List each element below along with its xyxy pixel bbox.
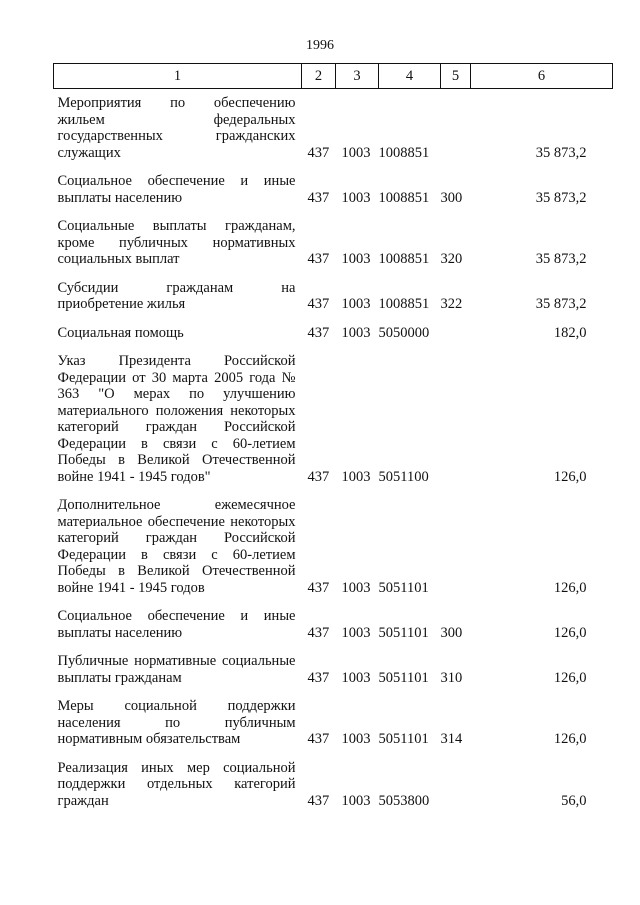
row-code-4: 1008851 xyxy=(378,251,430,267)
row-amount: 126,0 xyxy=(553,624,587,641)
row-code-2: 437 xyxy=(307,731,330,747)
header-col-1: 1 xyxy=(54,64,302,89)
table-row xyxy=(54,698,613,748)
row-code-3: 1003 xyxy=(341,251,371,267)
row-spacer-cell xyxy=(54,341,613,353)
row-code-5: 300 xyxy=(440,189,463,206)
table-row xyxy=(54,95,613,161)
row-code-4: 1008851 xyxy=(378,296,430,312)
table-row xyxy=(54,280,613,313)
row-name: Меры социальной поддержки населения по публичным нормативным обязательствам xyxy=(57,698,296,747)
row-code-2: 437 xyxy=(307,296,330,312)
header-row xyxy=(54,64,613,89)
row-code-5: 300 xyxy=(440,624,463,641)
row-amount: 182,0 xyxy=(553,324,587,341)
row-code-2: 437 xyxy=(307,324,330,341)
header-col-5: 5 xyxy=(441,64,471,89)
row-amount: 126,0 xyxy=(553,468,587,485)
table-row xyxy=(54,353,613,485)
row-spacer xyxy=(54,596,613,608)
row-code-4: 1008851 xyxy=(378,144,430,161)
row-amount: 35 873,2 xyxy=(535,189,587,206)
row-amount: 35 873,2 xyxy=(535,296,587,312)
row-spacer xyxy=(54,206,613,218)
row-code-3: 1003 xyxy=(341,669,371,686)
row-code-5: 314 xyxy=(440,731,463,747)
row-code-3: 1003 xyxy=(341,144,371,161)
row-code-3: 1003 xyxy=(341,792,371,809)
table-row xyxy=(54,173,613,206)
row-amount: 56,0 xyxy=(561,792,587,809)
row-spacer-cell xyxy=(54,596,613,608)
row-spacer-cell xyxy=(54,485,613,497)
row-spacer-cell xyxy=(54,748,613,760)
row-amount: 126,0 xyxy=(553,669,587,686)
row-code-5: 320 xyxy=(440,251,463,267)
row-code-3: 1003 xyxy=(341,624,371,641)
row-amount: 126,0 xyxy=(553,579,587,596)
row-code-4: 5051101 xyxy=(378,731,429,747)
row-amount: 35 873,2 xyxy=(535,251,587,267)
row-amount: 35 873,2 xyxy=(535,144,587,161)
row-code-3: 1003 xyxy=(341,189,371,206)
row-spacer-cell xyxy=(54,641,613,653)
table-row xyxy=(54,653,613,686)
row-name: Публичные нормативные социальные выплаты гражданам xyxy=(57,653,296,686)
row-code-5 xyxy=(441,325,471,342)
row-spacer xyxy=(54,268,613,280)
row-code-4: 5051100 xyxy=(378,468,429,485)
row-spacer-cell xyxy=(54,268,613,280)
row-code-4: 5053800 xyxy=(378,792,430,809)
table-row xyxy=(54,218,613,268)
row-name: Указ Президента Российской Федерации от 30 марта 2005 года № 363 "О мерах по улучшению материального положения некоторых категорий граждан Российской Федерации в связи с 60-летием Победы в Великой Отечественной войне 1941 - 1945 годов" xyxy=(57,353,296,485)
row-amount: 126,0 xyxy=(553,731,587,747)
row-name: Реализация иных мер социальной поддержки отдельных категорий граждан xyxy=(57,759,296,809)
row-code-5: 310 xyxy=(440,669,463,686)
header-col-6: 6 xyxy=(471,64,613,89)
row-code-2: 437 xyxy=(307,624,330,641)
row-spacer-cell xyxy=(54,313,613,325)
table-row xyxy=(54,608,613,641)
row-spacer xyxy=(54,313,613,325)
row-name: Мероприятия по обеспечению жильем федеральных государственных гражданских служащих xyxy=(57,95,296,161)
row-name: Социальные выплаты гражданам, кроме публичных нормативных социальных выплат xyxy=(57,218,296,267)
row-code-3: 1003 xyxy=(341,324,371,341)
row-code-5 xyxy=(441,95,471,161)
row-code-3: 1003 xyxy=(341,579,371,596)
row-code-2: 437 xyxy=(307,189,330,206)
row-code-2: 437 xyxy=(307,251,330,267)
table-row xyxy=(54,325,613,342)
table-row xyxy=(54,497,613,596)
row-spacer xyxy=(54,161,613,173)
row-code-2: 437 xyxy=(307,468,330,485)
row-name: Социальное обеспечение и иные выплаты населению xyxy=(57,608,296,641)
row-name: Субсидии гражданам на приобретение жилья xyxy=(57,279,296,312)
row-name: Социальное обеспечение и иные выплаты населению xyxy=(57,173,296,206)
row-code-2: 437 xyxy=(307,792,330,809)
header-col-4: 4 xyxy=(379,64,441,89)
row-spacer-cell xyxy=(54,206,613,218)
row-code-4: 5050000 xyxy=(378,324,430,341)
row-code-3: 1003 xyxy=(341,468,371,485)
table-header xyxy=(54,64,613,89)
table-body xyxy=(54,89,613,810)
header-col-3: 3 xyxy=(336,64,379,89)
row-name: Социальная помощь xyxy=(57,324,184,341)
row-spacer xyxy=(54,341,613,353)
row-code-5 xyxy=(441,760,471,810)
row-spacer-cell xyxy=(54,161,613,173)
row-code-5: 322 xyxy=(440,296,463,312)
row-code-3: 1003 xyxy=(341,296,371,312)
row-spacer xyxy=(54,686,613,698)
row-code-2: 437 xyxy=(307,579,330,596)
row-spacer xyxy=(54,641,613,653)
budget-table xyxy=(53,63,613,809)
row-name: Дополнительное ежемесячное материальное обеспечение некоторых категорий граждан Российской Федерации в связи с 60-летием Победы в Великой Отечественной войне 1941 - 1945 годов xyxy=(57,497,296,596)
header-col-2: 2 xyxy=(302,64,336,89)
row-spacer xyxy=(54,485,613,497)
page-number: 1996 xyxy=(306,38,334,53)
row-code-5 xyxy=(441,353,471,485)
row-code-2: 437 xyxy=(307,144,330,161)
row-code-3: 1003 xyxy=(341,731,371,747)
row-spacer-cell xyxy=(54,686,613,698)
row-code-4: 5051101 xyxy=(378,669,429,686)
row-code-5 xyxy=(441,497,471,596)
table-row xyxy=(54,760,613,810)
row-code-2: 437 xyxy=(307,669,330,686)
row-code-4: 5051101 xyxy=(378,579,429,596)
row-code-4: 5051101 xyxy=(378,624,429,641)
row-code-4: 1008851 xyxy=(378,189,430,206)
row-spacer xyxy=(54,748,613,760)
